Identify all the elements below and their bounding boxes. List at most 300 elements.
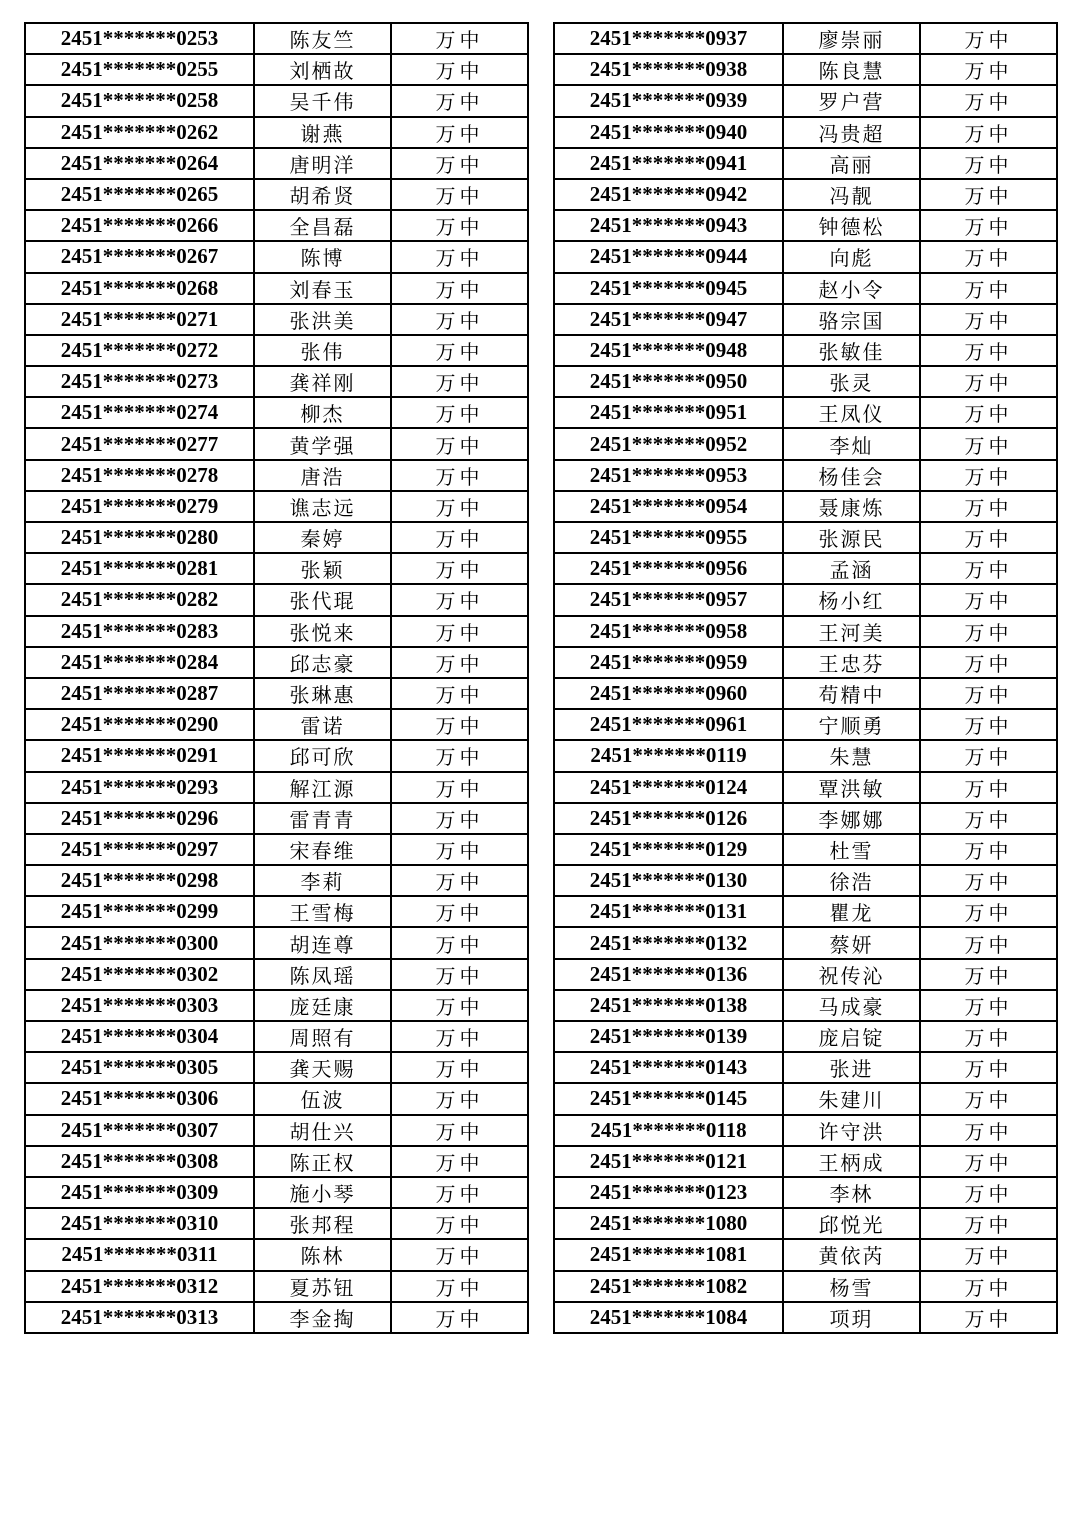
- table-row: [554, 1146, 1057, 1177]
- student-name-cell: 龚天赐: [254, 1052, 391, 1083]
- school-cell: 万中: [920, 678, 1057, 709]
- table-row: [554, 834, 1057, 865]
- table-row: [25, 927, 528, 958]
- school-cell: 万中: [920, 1083, 1057, 1114]
- school-cell: 万中: [391, 1208, 528, 1239]
- school-cell: 万中: [391, 865, 528, 896]
- roster-table-right: [553, 22, 1058, 1334]
- student-name-cell: 李金掏: [254, 1302, 391, 1333]
- student-name-cell: 张伟: [254, 335, 391, 366]
- roster-table-left: [24, 22, 529, 1334]
- student-name-cell: 马成豪: [783, 990, 920, 1021]
- student-id-cell: 2451*******0942: [554, 179, 783, 210]
- student-id-cell: 2451*******0305: [25, 1052, 254, 1083]
- student-id-cell: 2451*******0145: [554, 1083, 783, 1114]
- school-cell: 万中: [920, 335, 1057, 366]
- school-cell: 万中: [920, 896, 1057, 927]
- student-name-cell: 张邦程: [254, 1208, 391, 1239]
- school-cell: 万中: [391, 1177, 528, 1208]
- table-row: [554, 54, 1057, 85]
- student-id-cell: 2451*******0138: [554, 990, 783, 1021]
- student-id-cell: 2451*******0136: [554, 959, 783, 990]
- student-id-cell: 2451*******0944: [554, 241, 783, 272]
- student-id-cell: 2451*******0121: [554, 1146, 783, 1177]
- student-name-cell: 雷青青: [254, 803, 391, 834]
- school-cell: 万中: [391, 148, 528, 179]
- student-name-cell: 柳杰: [254, 397, 391, 428]
- student-name-cell: 廖崇丽: [783, 23, 920, 54]
- school-cell: 万中: [391, 1115, 528, 1146]
- student-id-cell: 2451*******0940: [554, 117, 783, 148]
- student-name-cell: 王柄成: [783, 1146, 920, 1177]
- student-name-cell: 杨雪: [783, 1271, 920, 1302]
- student-name-cell: 王雪梅: [254, 896, 391, 927]
- student-name-cell: 蔡妍: [783, 927, 920, 958]
- student-id-cell: 2451*******0264: [25, 148, 254, 179]
- student-name-cell: 杜雪: [783, 834, 920, 865]
- school-cell: 万中: [391, 428, 528, 459]
- table-row: [554, 117, 1057, 148]
- student-id-cell: 2451*******0123: [554, 1177, 783, 1208]
- student-name-cell: 罗户营: [783, 85, 920, 116]
- student-name-cell: 张源民: [783, 522, 920, 553]
- school-cell: 万中: [391, 491, 528, 522]
- school-cell: 万中: [391, 85, 528, 116]
- student-id-cell: 2451*******1081: [554, 1239, 783, 1270]
- table-row: [25, 304, 528, 335]
- student-name-cell: 庞启锭: [783, 1021, 920, 1052]
- table-row: [25, 241, 528, 272]
- school-cell: 万中: [391, 896, 528, 927]
- school-cell: 万中: [920, 522, 1057, 553]
- school-cell: 万中: [391, 616, 528, 647]
- student-name-cell: 邱志豪: [254, 647, 391, 678]
- school-cell: 万中: [391, 553, 528, 584]
- student-id-cell: 2451*******0130: [554, 865, 783, 896]
- student-id-cell: 2451*******1084: [554, 1302, 783, 1333]
- table-row: [554, 460, 1057, 491]
- table-row: [554, 210, 1057, 241]
- student-id-cell: 2451*******0258: [25, 85, 254, 116]
- student-name-cell: 张悦来: [254, 616, 391, 647]
- student-name-cell: 胡仕兴: [254, 1115, 391, 1146]
- student-id-cell: 2451*******0253: [25, 23, 254, 54]
- student-id-cell: 2451*******0298: [25, 865, 254, 896]
- table-row: [554, 1302, 1057, 1333]
- school-cell: 万中: [920, 647, 1057, 678]
- student-id-cell: 2451*******0278: [25, 460, 254, 491]
- school-cell: 万中: [391, 210, 528, 241]
- student-id-cell: 2451*******0293: [25, 772, 254, 803]
- student-id-cell: 2451*******0283: [25, 616, 254, 647]
- student-name-cell: 胡希贤: [254, 179, 391, 210]
- student-name-cell: 苟精中: [783, 678, 920, 709]
- table-row: [554, 1208, 1057, 1239]
- table-row: [554, 428, 1057, 459]
- table-row: [25, 460, 528, 491]
- student-id-cell: 2451*******0945: [554, 273, 783, 304]
- student-id-cell: 2451*******0129: [554, 834, 783, 865]
- table-row: [25, 709, 528, 740]
- school-cell: 万中: [920, 553, 1057, 584]
- student-name-cell: 伍波: [254, 1083, 391, 1114]
- table-row: [25, 1208, 528, 1239]
- school-cell: 万中: [391, 23, 528, 54]
- student-name-cell: 李娜娜: [783, 803, 920, 834]
- student-name-cell: 张颖: [254, 553, 391, 584]
- school-cell: 万中: [391, 460, 528, 491]
- table-row: [554, 927, 1057, 958]
- student-id-cell: 2451*******0279: [25, 491, 254, 522]
- student-name-cell: 高丽: [783, 148, 920, 179]
- student-id-cell: 2451*******0302: [25, 959, 254, 990]
- school-cell: 万中: [920, 241, 1057, 272]
- table-row: [25, 772, 528, 803]
- student-id-cell: 2451*******0143: [554, 1052, 783, 1083]
- student-name-cell: 唐明洋: [254, 148, 391, 179]
- student-id-cell: 2451*******0126: [554, 803, 783, 834]
- student-id-cell: 2451*******0290: [25, 709, 254, 740]
- school-cell: 万中: [391, 1146, 528, 1177]
- student-name-cell: 陈博: [254, 241, 391, 272]
- student-name-cell: 庞廷康: [254, 990, 391, 1021]
- student-id-cell: 2451*******0947: [554, 304, 783, 335]
- student-id-cell: 2451*******0960: [554, 678, 783, 709]
- table-row: [554, 1021, 1057, 1052]
- table-row: [554, 959, 1057, 990]
- student-id-cell: 2451*******0282: [25, 584, 254, 615]
- school-cell: 万中: [920, 397, 1057, 428]
- student-id-cell: 2451*******0953: [554, 460, 783, 491]
- table-row: [25, 428, 528, 459]
- table-row: [554, 1052, 1057, 1083]
- student-id-cell: 2451*******0274: [25, 397, 254, 428]
- school-cell: 万中: [391, 1052, 528, 1083]
- student-name-cell: 张敏佳: [783, 335, 920, 366]
- student-name-cell: 张代琨: [254, 584, 391, 615]
- student-name-cell: 王凤仪: [783, 397, 920, 428]
- table-row: [25, 1115, 528, 1146]
- table-row: [554, 335, 1057, 366]
- student-id-cell: 2451*******0939: [554, 85, 783, 116]
- student-id-cell: 2451*******0959: [554, 647, 783, 678]
- student-name-cell: 陈凤瑶: [254, 959, 391, 990]
- student-id-cell: 2451*******0287: [25, 678, 254, 709]
- student-id-cell: 2451*******0303: [25, 990, 254, 1021]
- student-name-cell: 吴千伟: [254, 85, 391, 116]
- student-id-cell: 2451*******0124: [554, 772, 783, 803]
- school-cell: 万中: [920, 1021, 1057, 1052]
- roster-table-body: [554, 23, 1057, 1333]
- student-id-cell: 2451*******0296: [25, 803, 254, 834]
- school-cell: 万中: [391, 179, 528, 210]
- table-row: [25, 865, 528, 896]
- school-cell: 万中: [920, 85, 1057, 116]
- student-id-cell: 2451*******0954: [554, 491, 783, 522]
- table-row: [25, 896, 528, 927]
- table-row: [25, 210, 528, 241]
- student-name-cell: 聂康炼: [783, 491, 920, 522]
- table-row: [25, 834, 528, 865]
- student-id-cell: 2451*******0132: [554, 927, 783, 958]
- student-id-cell: 2451*******0313: [25, 1302, 254, 1333]
- student-name-cell: 陈友竺: [254, 23, 391, 54]
- table-row: [25, 273, 528, 304]
- student-id-cell: 2451*******0943: [554, 210, 783, 241]
- student-id-cell: 2451*******0271: [25, 304, 254, 335]
- school-cell: 万中: [391, 522, 528, 553]
- student-name-cell: 朱慧: [783, 740, 920, 771]
- table-row: [554, 740, 1057, 771]
- table-row: [25, 491, 528, 522]
- table-row: [554, 23, 1057, 54]
- table-row: [554, 990, 1057, 1021]
- student-id-cell: 2451*******0304: [25, 1021, 254, 1052]
- student-id-cell: 2451*******0119: [554, 740, 783, 771]
- table-row: [554, 179, 1057, 210]
- student-name-cell: 解江源: [254, 772, 391, 803]
- student-name-cell: 骆宗国: [783, 304, 920, 335]
- student-name-cell: 张琳惠: [254, 678, 391, 709]
- student-name-cell: 徐浩: [783, 865, 920, 896]
- student-name-cell: 许守洪: [783, 1115, 920, 1146]
- table-row: [25, 959, 528, 990]
- student-name-cell: 全昌磊: [254, 210, 391, 241]
- student-id-cell: 2451*******0272: [25, 335, 254, 366]
- table-row: [554, 1115, 1057, 1146]
- school-cell: 万中: [920, 210, 1057, 241]
- student-id-cell: 2451*******0307: [25, 1115, 254, 1146]
- table-row: [554, 304, 1057, 335]
- school-cell: 万中: [391, 584, 528, 615]
- table-row: [554, 772, 1057, 803]
- student-id-cell: 2451*******0308: [25, 1146, 254, 1177]
- student-id-cell: 2451*******0273: [25, 366, 254, 397]
- student-id-cell: 2451*******0266: [25, 210, 254, 241]
- student-name-cell: 邱悦光: [783, 1208, 920, 1239]
- student-name-cell: 杨佳会: [783, 460, 920, 491]
- student-name-cell: 周照有: [254, 1021, 391, 1052]
- student-name-cell: 钟德松: [783, 210, 920, 241]
- school-cell: 万中: [391, 990, 528, 1021]
- table-row: [554, 709, 1057, 740]
- table-row: [554, 397, 1057, 428]
- table-row: [25, 1271, 528, 1302]
- table-row: [554, 273, 1057, 304]
- table-row: [25, 179, 528, 210]
- table-row: [25, 616, 528, 647]
- school-cell: 万中: [920, 1052, 1057, 1083]
- school-cell: 万中: [391, 1239, 528, 1270]
- student-id-cell: 2451*******0951: [554, 397, 783, 428]
- school-cell: 万中: [920, 834, 1057, 865]
- school-cell: 万中: [391, 1021, 528, 1052]
- student-name-cell: 宁顺勇: [783, 709, 920, 740]
- student-name-cell: 施小琴: [254, 1177, 391, 1208]
- student-name-cell: 李莉: [254, 865, 391, 896]
- school-cell: 万中: [920, 1146, 1057, 1177]
- student-name-cell: 陈林: [254, 1239, 391, 1270]
- table-row: [554, 85, 1057, 116]
- student-id-cell: 2451*******0299: [25, 896, 254, 927]
- student-id-cell: 2451*******0952: [554, 428, 783, 459]
- school-cell: 万中: [391, 1083, 528, 1114]
- student-name-cell: 项玥: [783, 1302, 920, 1333]
- student-name-cell: 朱建川: [783, 1083, 920, 1114]
- table-row: [25, 23, 528, 54]
- table-row: [25, 1146, 528, 1177]
- student-name-cell: 赵小令: [783, 273, 920, 304]
- school-cell: 万中: [391, 304, 528, 335]
- table-row: [554, 522, 1057, 553]
- school-cell: 万中: [391, 397, 528, 428]
- table-row: [25, 1021, 528, 1052]
- student-id-cell: 2451*******0311: [25, 1239, 254, 1270]
- school-cell: 万中: [391, 740, 528, 771]
- student-id-cell: 2451*******0956: [554, 553, 783, 584]
- student-name-cell: 向彪: [783, 241, 920, 272]
- school-cell: 万中: [920, 366, 1057, 397]
- school-cell: 万中: [920, 117, 1057, 148]
- school-cell: 万中: [391, 54, 528, 85]
- student-name-cell: 孟涵: [783, 553, 920, 584]
- school-cell: 万中: [920, 584, 1057, 615]
- student-name-cell: 王河美: [783, 616, 920, 647]
- school-cell: 万中: [920, 304, 1057, 335]
- school-cell: 万中: [920, 803, 1057, 834]
- roster-table-body: [25, 23, 528, 1333]
- school-cell: 万中: [391, 273, 528, 304]
- student-id-cell: 2451*******0957: [554, 584, 783, 615]
- school-cell: 万中: [391, 803, 528, 834]
- student-id-cell: 2451*******0280: [25, 522, 254, 553]
- school-cell: 万中: [391, 927, 528, 958]
- student-name-cell: 胡连尊: [254, 927, 391, 958]
- student-id-cell: 2451*******0961: [554, 709, 783, 740]
- school-cell: 万中: [920, 428, 1057, 459]
- student-name-cell: 邱可欣: [254, 740, 391, 771]
- school-cell: 万中: [391, 647, 528, 678]
- table-row: [25, 117, 528, 148]
- school-cell: 万中: [391, 366, 528, 397]
- table-row: [554, 616, 1057, 647]
- table-row: [554, 584, 1057, 615]
- table-row: [554, 241, 1057, 272]
- student-name-cell: 夏苏钮: [254, 1271, 391, 1302]
- student-id-cell: 2451*******0265: [25, 179, 254, 210]
- student-id-cell: 2451*******0941: [554, 148, 783, 179]
- student-id-cell: 2451*******0958: [554, 616, 783, 647]
- student-id-cell: 2451*******0268: [25, 273, 254, 304]
- student-id-cell: 2451*******0281: [25, 553, 254, 584]
- table-row: [25, 335, 528, 366]
- table-row: [25, 1052, 528, 1083]
- school-cell: 万中: [920, 1177, 1057, 1208]
- student-name-cell: 谢燕: [254, 117, 391, 148]
- school-cell: 万中: [391, 117, 528, 148]
- school-cell: 万中: [920, 1208, 1057, 1239]
- student-id-cell: 2451*******0300: [25, 927, 254, 958]
- school-cell: 万中: [920, 1239, 1057, 1270]
- table-row: [25, 1239, 528, 1270]
- student-name-cell: 张灵: [783, 366, 920, 397]
- student-name-cell: 刘栖故: [254, 54, 391, 85]
- school-cell: 万中: [920, 990, 1057, 1021]
- student-name-cell: 龚祥刚: [254, 366, 391, 397]
- table-row: [25, 522, 528, 553]
- table-row: [25, 553, 528, 584]
- school-cell: 万中: [920, 1271, 1057, 1302]
- student-name-cell: 李林: [783, 1177, 920, 1208]
- school-cell: 万中: [920, 460, 1057, 491]
- student-name-cell: 黄依芮: [783, 1239, 920, 1270]
- school-cell: 万中: [391, 241, 528, 272]
- student-id-cell: 2451*******0262: [25, 117, 254, 148]
- table-row: [25, 1302, 528, 1333]
- school-cell: 万中: [920, 1302, 1057, 1333]
- student-name-cell: 唐浩: [254, 460, 391, 491]
- student-id-cell: 2451*******0948: [554, 335, 783, 366]
- student-id-cell: 2451*******0131: [554, 896, 783, 927]
- student-id-cell: 2451*******0277: [25, 428, 254, 459]
- student-name-cell: 张洪美: [254, 304, 391, 335]
- table-row: [25, 148, 528, 179]
- school-cell: 万中: [391, 772, 528, 803]
- student-id-cell: 2451*******0118: [554, 1115, 783, 1146]
- table-row: [554, 491, 1057, 522]
- table-row: [554, 366, 1057, 397]
- school-cell: 万中: [920, 491, 1057, 522]
- student-name-cell: 瞿龙: [783, 896, 920, 927]
- student-id-cell: 2451*******0267: [25, 241, 254, 272]
- school-cell: 万中: [391, 959, 528, 990]
- school-cell: 万中: [920, 927, 1057, 958]
- student-id-cell: 2451*******0950: [554, 366, 783, 397]
- table-row: [25, 803, 528, 834]
- table-row: [25, 740, 528, 771]
- school-cell: 万中: [391, 709, 528, 740]
- school-cell: 万中: [920, 709, 1057, 740]
- school-cell: 万中: [920, 148, 1057, 179]
- student-name-cell: 张进: [783, 1052, 920, 1083]
- table-row: [25, 584, 528, 615]
- student-name-cell: 雷诺: [254, 709, 391, 740]
- table-row: [25, 366, 528, 397]
- table-row: [554, 865, 1057, 896]
- student-id-cell: 2451*******0284: [25, 647, 254, 678]
- school-cell: 万中: [920, 959, 1057, 990]
- student-id-cell: 2451*******0255: [25, 54, 254, 85]
- student-id-cell: 2451*******0937: [554, 23, 783, 54]
- student-name-cell: 陈良慧: [783, 54, 920, 85]
- school-cell: 万中: [920, 865, 1057, 896]
- student-name-cell: 刘春玉: [254, 273, 391, 304]
- school-cell: 万中: [391, 335, 528, 366]
- school-cell: 万中: [920, 1115, 1057, 1146]
- student-name-cell: 黄学强: [254, 428, 391, 459]
- table-row: [554, 896, 1057, 927]
- student-name-cell: 宋春维: [254, 834, 391, 865]
- table-row: [25, 85, 528, 116]
- student-name-cell: 冯贵超: [783, 117, 920, 148]
- student-id-cell: 2451*******0306: [25, 1083, 254, 1114]
- table-row: [25, 647, 528, 678]
- table-row: [554, 1083, 1057, 1114]
- table-row: [554, 1177, 1057, 1208]
- student-id-cell: 2451*******1082: [554, 1271, 783, 1302]
- school-cell: 万中: [920, 772, 1057, 803]
- student-name-cell: 谯志远: [254, 491, 391, 522]
